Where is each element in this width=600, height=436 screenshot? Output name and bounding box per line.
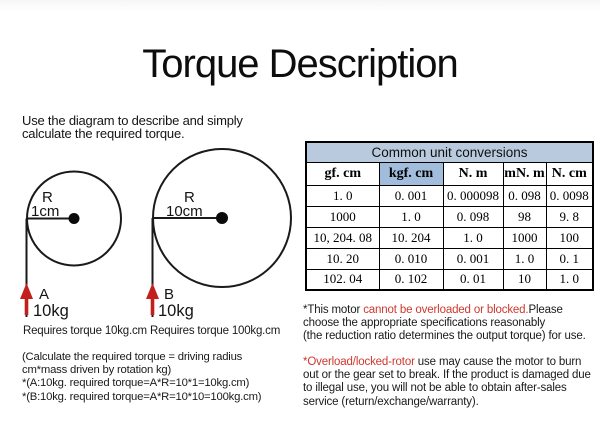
note2-line-2: out or the gear set to break. If the product is damaged due [303,369,591,382]
col-header-gf-cm: gf. cm [306,162,379,185]
calc-line-3: *(A:10kg. required torque=A*R=10*1=10kg.cm) [22,377,250,390]
note2-red-text: *Overload/locked-rotor [303,356,415,368]
calc-line-4: *(B:10kg. required torque=A*R=10*10=100kg.cm) [22,390,262,403]
pulley-b-radius-label: R [184,189,195,206]
table-cell: 98 [503,206,546,227]
note1-line-2: choose the appropriate specifications reasonably [303,317,546,330]
pulley-b-force-label: B [164,286,175,303]
table-cell: 100 [546,227,593,248]
pulley-b-caption: Requires torque 100kg.cm [150,325,281,337]
table-cell: 0. 000098 [443,185,503,206]
calculation-note [22,351,261,404]
table-cell: 1. 0 [306,185,379,206]
pulley-a-radius-label: R [42,189,53,206]
pulley-b-force-arrow-icon [146,283,159,299]
table-cell: 10, 204. 08 [306,227,379,248]
col-header-mn-m: mN. m [503,162,546,185]
table-cell: 0. 001 [379,185,443,206]
note2-line-1 [303,356,591,369]
note2-line-4: service (return/exchange/warranty). [303,395,479,408]
table-title: Common unit conversions [306,142,593,162]
table-cell: 0. 001 [443,248,503,269]
table-row [306,248,593,269]
calc-line-1: (Calculate the required torque = driving radius [22,351,243,363]
intro-text [22,115,243,141]
table-cell: 0. 010 [379,248,443,269]
table-cell: 1. 0 [546,269,593,290]
table-row [306,269,593,290]
table-row [306,206,593,227]
col-header-n-cm: N. cm [546,162,593,185]
pulley-a-caption: Requires torque 10kg.cm [23,325,147,337]
pulley-b-force-value: 10kg [158,302,194,320]
table-cell: 0. 1 [546,248,593,269]
col-header-kgf-cm: kgf. cm [379,162,443,185]
pulley-diagram [0,140,300,350]
table-cell: 1. 0 [443,227,503,248]
intro-line-2: calculate the required torque. [22,125,185,141]
table-cell: 1. 0 [503,248,546,269]
table-cell: 10. 20 [306,248,379,269]
note2-line-3: to illegal use, you will not be able to obtain after-sales [303,382,567,395]
top-strip [0,0,600,12]
table-cell: 0. 102 [379,269,443,290]
table-cell: 10. 204 [379,227,443,248]
pulley-a-force-arrow-icon [20,283,33,299]
table-cell: 102. 04 [306,269,379,290]
table-row [306,227,593,248]
note1-line-1 [303,304,586,317]
table-cell: 0. 098 [503,185,546,206]
pulley-a-axle-dot [69,213,80,224]
table-cell: 0. 01 [443,269,503,290]
table-cell: 1. 0 [379,206,443,227]
pulley-b-force-arrow-shaft [151,297,155,315]
note1-red-text: cannot be overloaded or blocked. [363,304,529,316]
table-cell: 1000 [503,227,546,248]
pulley-a-radius-value: 1cm [31,203,60,220]
unit-conversion-table [305,141,594,291]
pulley-b-axle-dot [216,212,228,224]
warning-note-locked-rotor [303,356,591,409]
pulley-a-force-arrow-shaft [25,297,29,315]
table-row [306,185,593,206]
page-title: Torque Description [142,42,458,86]
table-cell: 10 [503,269,546,290]
pulley-a-force-label: A [39,286,50,303]
note1-text: *This motor [303,304,364,316]
intro-line-1: Use the diagram to describe and simply [22,113,243,128]
pulley-b-radius-value: 10cm [166,203,203,220]
table-cell: 0. 0098 [546,185,593,206]
note1-line-3: (the reduction ratio determines the output torque) for use. [303,330,586,343]
table-cell: 9. 8 [546,206,593,227]
pulley-a-force-value: 10kg [33,302,69,320]
table-header-row [306,162,593,185]
note2-text: use may cause the motor to burn [414,356,582,368]
warning-note-overload [303,304,586,344]
table-cell: 1000 [306,206,379,227]
calc-line-2: cm*mass driven by rotation kg) [22,364,172,377]
table-cell: 0. 098 [443,206,503,227]
note1-text: Please [528,304,563,316]
col-header-n-m: N. m [443,162,503,185]
